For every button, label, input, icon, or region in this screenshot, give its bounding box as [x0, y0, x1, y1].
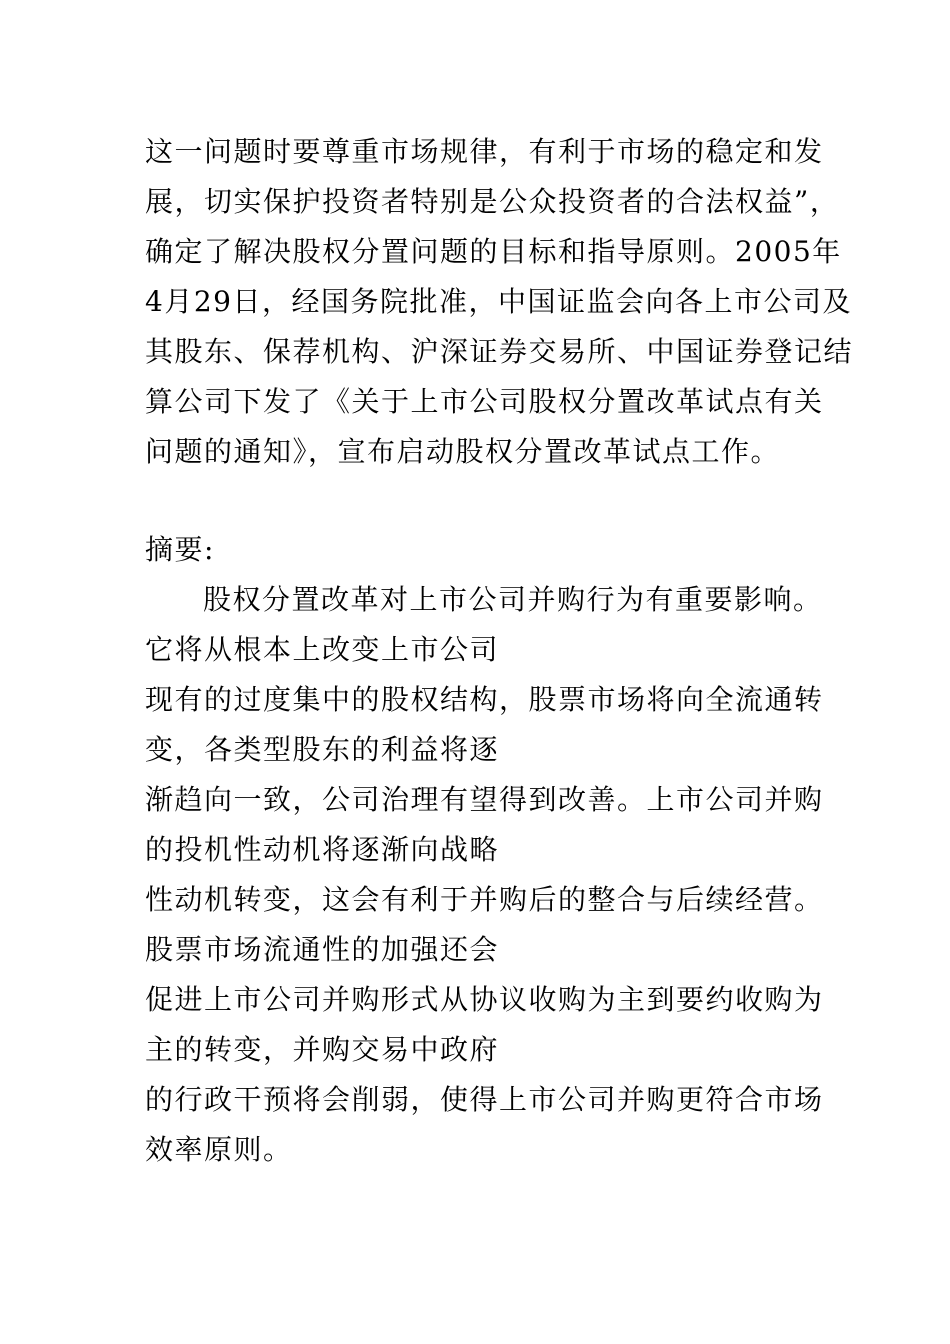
abstract-line: 性动机转变，这会有利于并购后的整合与后续经营。: [145, 883, 824, 916]
abstract-line: 主的转变，并购交易中政府: [145, 1033, 500, 1066]
abstract-line: 股权分置改革对上市公司并购行为有重要影响。: [203, 583, 823, 616]
abstract-line: 的投机性动机将逐渐向战略: [145, 833, 500, 866]
abstract-line: 变，各类型股东的利益将逐: [145, 733, 500, 766]
abstract-line: 的行政干预将会削弱，使得上市公司并购更符合市场: [145, 1083, 824, 1116]
abstract-line: 渐趋向一致，公司治理有望得到改善。上市公司并购: [145, 783, 824, 816]
abstract-line: 促进上市公司并购形式从协议收购为主到要约收购为: [145, 983, 824, 1016]
paragraph-line: 其股东、保荐机构、沪深证券交易所、中国证券登记结: [145, 335, 854, 368]
paragraph-line: 算公司下发了《关于上市公司股权分置改革试点有关: [145, 385, 824, 418]
abstract-line: 现有的过度集中的股权结构，股票市场将向全流通转: [145, 683, 824, 716]
paragraph-line: 展，切实保护投资者特别是公众投资者的合法权益”，: [145, 185, 840, 218]
abstract-line: 股票市场流通性的加强还会: [145, 933, 500, 966]
abstract-heading: 摘要:: [145, 533, 215, 566]
paragraph-line: 这一问题时要尊重市场规律，有利于市场的稳定和发: [145, 135, 824, 168]
abstract-line: 效率原则。: [145, 1133, 293, 1166]
abstract-line: 它将从根本上改变上市公司: [145, 633, 500, 666]
paragraph-line: 4月29日，经国务院批准，中国证监会向各上市公司及: [145, 285, 852, 318]
paragraph-line: 问题的通知》，宣布启动股权分置改革试点工作。: [145, 435, 781, 468]
paragraph-line: 确定了解决股权分置问题的目标和指导原则。2005年: [145, 235, 842, 268]
